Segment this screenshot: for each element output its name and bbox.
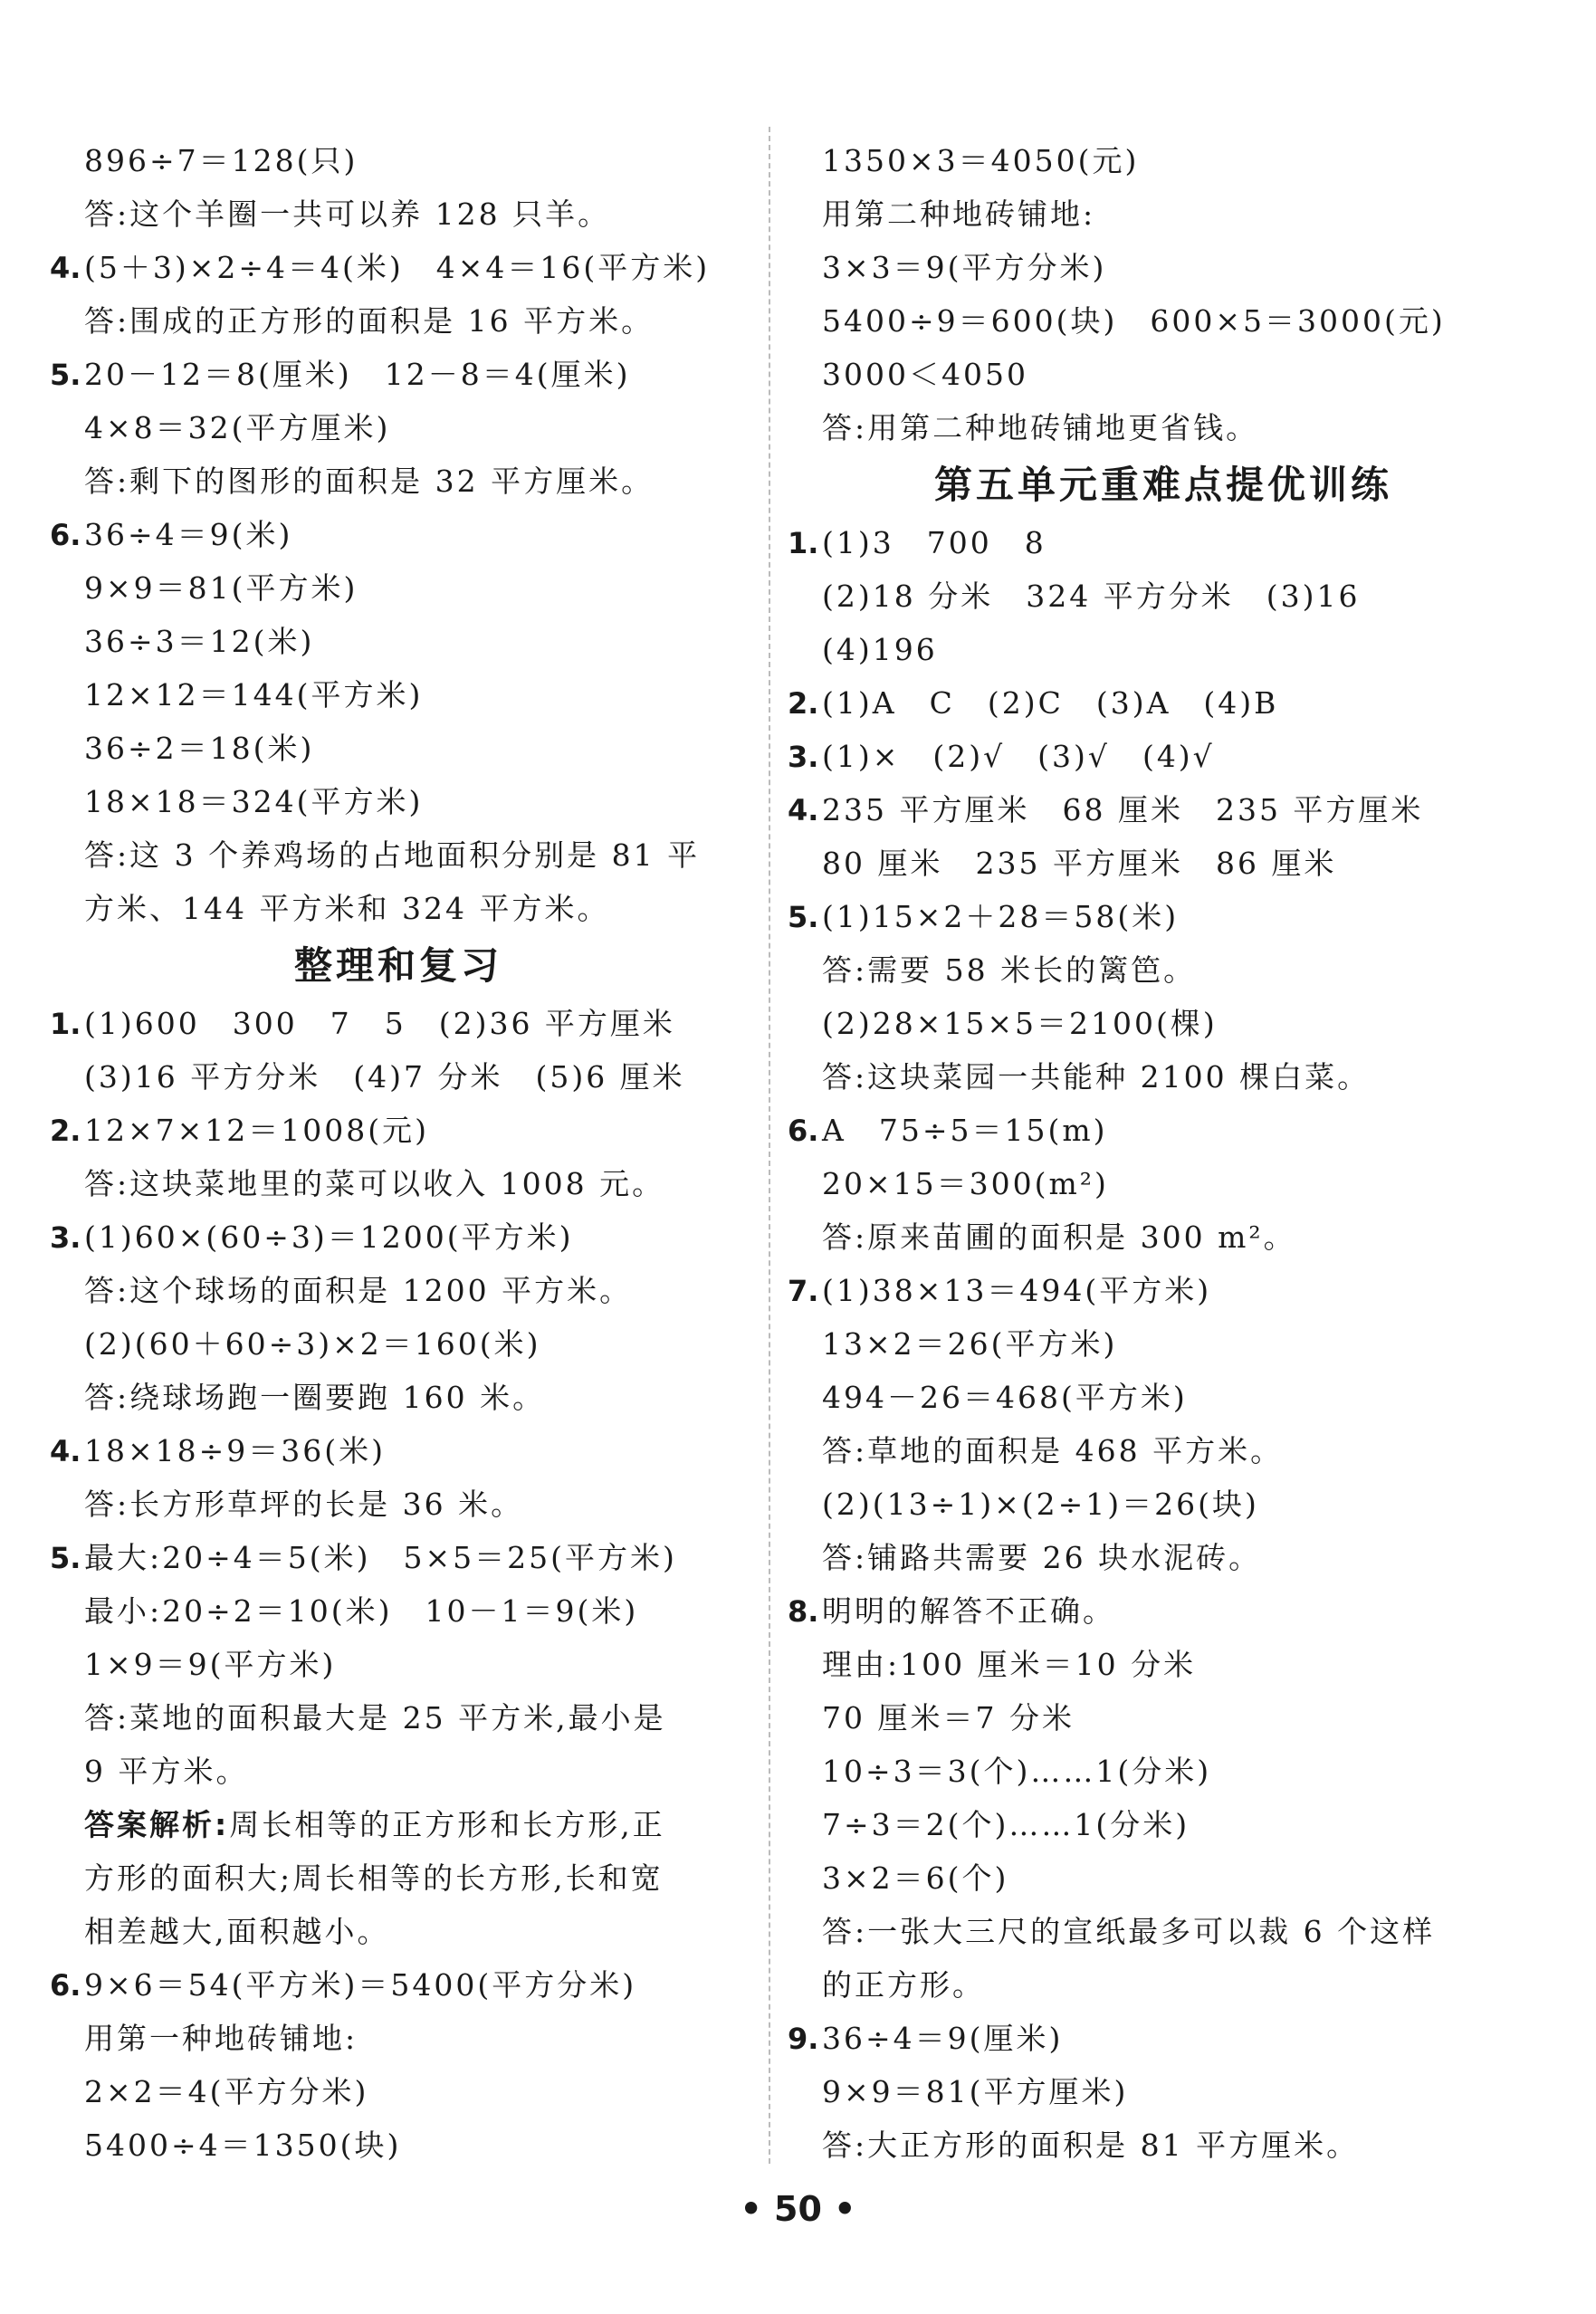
answer-text: (2)(13÷1)×(2÷1)＝26(块): [822, 1487, 1259, 1522]
answer-line: [50, 1104, 747, 1157]
answer-line: [788, 1157, 1539, 1210]
answer-text: 答:长方形草坪的长是 36 米。: [84, 1487, 524, 1522]
analysis-text: 相差越大,面积越小。: [84, 1914, 390, 1949]
answer-text: 13×2＝26(平方米): [822, 1326, 1118, 1362]
answer-text: (2)(60＋60÷3)×2＝160(米): [84, 1326, 541, 1362]
answer-line: [788, 623, 1539, 676]
answer-text: 答:这个球场的面积是 1200 平方米。: [84, 1273, 633, 1308]
answer-text: 7÷3＝2(个)……1(分米): [822, 1807, 1190, 1842]
answer-text: 20－12＝8(厘米) 12－8＝4(厘米): [84, 357, 631, 392]
answer-line: [50, 615, 747, 668]
answer-line: [50, 997, 747, 1050]
answer-line: [50, 1958, 747, 2012]
answer-line: [50, 401, 747, 454]
question-number: 2.: [50, 1114, 81, 1148]
answer-text: (1)× (2)√ (3)√ (4)√: [822, 739, 1215, 774]
left-answer-block-3: [50, 1958, 747, 2172]
question-number: 4.: [788, 793, 819, 827]
answer-text: 235 平方厘米 68 厘米 235 平方厘米: [822, 792, 1424, 827]
answer-text: 36÷4＝9(厘米): [822, 2021, 1064, 2056]
answer-text: 1×9＝9(平方米): [84, 1647, 337, 1682]
answer-text: 12×12＝144(平方米): [84, 677, 424, 712]
answer-text: (1)15×2＋28＝58(米): [822, 899, 1180, 934]
right-answer-block-2: [788, 516, 1539, 2172]
answer-text: 9×6＝54(平方米)＝5400(平方分米): [84, 1967, 637, 2003]
left-answer-block-2: [50, 997, 747, 1798]
answer-text: 18×18＝324(平方米): [84, 784, 424, 819]
answer-line: [50, 882, 747, 935]
question-number: 1.: [50, 1007, 81, 1041]
answer-text: 答:大正方形的面积是 81 平方厘米。: [822, 2128, 1360, 2163]
answer-line: [50, 1371, 747, 1424]
answer-text: 答:需要 58 米长的篱笆。: [822, 952, 1197, 988]
answer-line: [788, 569, 1539, 623]
answer-text: 答:菜地的面积最大是 25 平方米,最小是: [84, 1700, 666, 1736]
question-number: 8.: [788, 1594, 819, 1629]
answer-text: 答:这个羊圈一共可以养 128 只羊。: [84, 196, 611, 232]
question-number: 5.: [788, 900, 819, 934]
question-number: 3.: [50, 1220, 81, 1255]
answer-line: [788, 1638, 1539, 1691]
answer-text: (1)A C (2)C (3)A (4)B: [822, 685, 1279, 721]
answer-line: [50, 454, 747, 508]
answer-text: 方米、144 平方米和 324 平方米。: [84, 891, 610, 926]
answer-line: [50, 1691, 747, 1745]
answer-line: [788, 1958, 1539, 2012]
column-divider: [769, 127, 770, 2164]
answer-line: [788, 890, 1539, 943]
answer-line: [50, 775, 747, 828]
answer-line: [788, 1584, 1539, 1638]
answer-line: [50, 2118, 747, 2172]
answer-line: [788, 1264, 1539, 1317]
answer-line: [50, 722, 747, 775]
answer-text: 答:铺路共需要 26 块水泥砖。: [822, 1540, 1262, 1575]
answer-line: [50, 1531, 747, 1584]
answer-text: 9×9＝81(平方厘米): [822, 2074, 1129, 2109]
answer-text: 答:围成的正方形的面积是 16 平方米。: [84, 303, 655, 339]
analysis-text: 周长相等的正方形和长方形,正: [229, 1807, 665, 1842]
answer-line: [50, 1157, 747, 1210]
analysis-text: 方形的面积大;周长相等的长方形,长和宽: [84, 1860, 664, 1896]
answer-text: 理由:100 厘米＝10 分米: [822, 1647, 1197, 1682]
question-number: 4.: [50, 251, 81, 285]
answer-line: [788, 676, 1539, 730]
answer-text: 答:绕球场跑一圈要跑 160 米。: [84, 1380, 546, 1415]
answer-line: [788, 1691, 1539, 1745]
answer-line: [788, 241, 1539, 294]
answer-text: 9 平方米。: [84, 1754, 249, 1789]
answer-line: [50, 828, 747, 882]
answer-line: [788, 2065, 1539, 2118]
answer-text: (2)28×15×5＝2100(棵): [822, 1006, 1218, 1041]
answer-text: (1)3 700 8: [822, 525, 1046, 560]
question-number: 3.: [788, 740, 819, 774]
answer-line: [788, 1745, 1539, 1798]
answer-text: 答:这块菜园一共能种 2100 棵白菜。: [822, 1059, 1371, 1095]
answer-text: 用第二种地砖铺地:: [822, 196, 1096, 232]
question-number: 5.: [50, 1541, 81, 1575]
answer-text: 的正方形。: [822, 1967, 985, 2003]
answer-line: [788, 997, 1539, 1050]
left-answer-block-1: [50, 134, 747, 935]
answer-text: 3×3＝9(平方分米): [822, 250, 1107, 285]
answer-line: [50, 348, 747, 401]
answer-text: 答:原来苗圃的面积是 300 m²。: [822, 1219, 1296, 1255]
answer-line: [788, 1424, 1539, 1477]
answer-line: [788, 837, 1539, 890]
right-column: [788, 134, 1539, 2172]
answer-line: [50, 241, 747, 294]
answer-line: [788, 1798, 1539, 1851]
answer-line: [788, 348, 1539, 401]
answer-line: [50, 1210, 747, 1264]
question-number: 6.: [50, 518, 81, 552]
answer-text: 3000＜4050: [822, 357, 1028, 392]
answer-text: (1)60×(60÷3)＝1200(平方米): [84, 1219, 574, 1255]
answer-text: 70 厘米＝7 分米: [822, 1700, 1075, 1736]
question-number: 1.: [788, 526, 819, 560]
answer-text: 36÷4＝9(米): [84, 517, 293, 552]
left-column: [50, 134, 747, 2172]
answer-text: 494－26＝468(平方米): [822, 1380, 1188, 1415]
question-number: 6.: [788, 1114, 819, 1148]
answer-line: [50, 561, 747, 615]
answer-line: [50, 2012, 747, 2065]
answer-text: 3×2＝6(个): [822, 1860, 1009, 1896]
answer-line: [50, 1638, 747, 1691]
answer-line: [50, 668, 747, 722]
answer-line: [50, 1317, 747, 1371]
answer-text: 5400÷9＝600(块) 600×5＝3000(元): [822, 303, 1446, 339]
question-number: 4.: [50, 1434, 81, 1468]
answer-text: 答:一张大三尺的宣纸最多可以裁 6 个这样: [822, 1914, 1436, 1949]
answer-line: [788, 1210, 1539, 1264]
answer-line: [788, 1531, 1539, 1584]
answer-text: 9×9＝81(平方米): [84, 570, 358, 606]
question-number: 2.: [788, 686, 819, 721]
answer-line: [788, 1317, 1539, 1371]
answer-text: 20×15＝300(m²): [822, 1166, 1109, 1201]
answer-line: [50, 2065, 747, 2118]
answer-line: [788, 2012, 1539, 2065]
answer-line: [788, 134, 1539, 187]
answer-text: (1)38×13＝494(平方米): [822, 1273, 1212, 1308]
answer-line: [788, 516, 1539, 569]
answer-text: 答:用第二种地砖铺地更省钱。: [822, 410, 1259, 445]
answer-line: [788, 187, 1539, 241]
answer-text: 12×7×12＝1008(元): [84, 1113, 430, 1148]
answer-text: 2×2＝4(平方分米): [84, 2074, 369, 2109]
answer-line: [50, 1264, 747, 1317]
answer-text: 答:剩下的图形的面积是 32 平方厘米。: [84, 464, 655, 499]
answer-text: 1350×3＝4050(元): [822, 143, 1140, 178]
answer-text: 18×18÷9＝36(米): [84, 1433, 387, 1468]
question-number: 9.: [788, 2022, 819, 2056]
answer-text: 36÷2＝18(米): [84, 731, 315, 766]
answer-text: (4)196: [822, 632, 938, 667]
answer-text: 最小:20÷2＝10(米) 10－1＝9(米): [84, 1593, 639, 1629]
answer-line: [788, 730, 1539, 783]
answer-line: [788, 294, 1539, 348]
answer-line: [50, 1477, 747, 1531]
answer-analysis: [50, 1798, 747, 1851]
answer-line: [788, 2118, 1539, 2172]
right-answer-block-1: [788, 134, 1539, 454]
answer-line: [788, 1905, 1539, 1958]
answer-line: [50, 1050, 747, 1104]
answer-text: (1)600 300 7 5 (2)36 平方厘米: [84, 1006, 675, 1041]
answer-line: [50, 1584, 747, 1638]
question-number: 7.: [788, 1274, 819, 1308]
answer-text: 80 厘米 235 平方厘米 86 厘米: [822, 846, 1337, 881]
answer-line: [788, 1050, 1539, 1104]
answer-text: 答:这块菜地里的菜可以收入 1008 元。: [84, 1166, 665, 1201]
section-heading-unit5: 第五单元重难点提优训练: [933, 463, 1392, 507]
answer-line: [50, 1424, 747, 1477]
answer-text: 明明的解答不正确。: [822, 1593, 1115, 1629]
answer-text: 896÷7＝128(只): [84, 143, 358, 178]
answer-line: [788, 1104, 1539, 1157]
answer-text: (3)16 平方分米 (4)7 分米 (5)6 厘米: [84, 1059, 685, 1095]
answer-text: 最大:20÷4＝5(米) 5×5＝25(平方米): [84, 1540, 677, 1575]
answer-text: 10÷3＝3(个)……1(分米): [822, 1754, 1212, 1789]
answer-line: [50, 294, 747, 348]
answer-line: [788, 943, 1539, 997]
answer-text: (2)18 分米 324 平方分米 (3)16: [822, 578, 1361, 614]
answer-line: [788, 1477, 1539, 1531]
page-number: • 50 •: [740, 2189, 856, 2229]
answer-line: [50, 508, 747, 561]
answer-text: 答:草地的面积是 468 平方米。: [822, 1433, 1284, 1468]
answer-text: 5400÷4＝1350(块): [84, 2128, 402, 2163]
answer-line: [50, 187, 747, 241]
answer-text: (5＋3)×2÷4＝4(米) 4×4＝16(平方米): [84, 250, 711, 285]
answer-text: 4×8＝32(平方厘米): [84, 410, 391, 445]
answer-line: [50, 134, 747, 187]
question-number: 6.: [50, 1968, 81, 2003]
question-number: 5.: [50, 358, 81, 392]
answer-text: A 75÷5＝15(m): [822, 1113, 1108, 1148]
analysis-label: 答案解析:: [84, 1807, 230, 1842]
answer-line: [50, 1745, 747, 1798]
answer-text: 36÷3＝12(米): [84, 624, 315, 659]
answer-line: [788, 401, 1539, 454]
answer-line: [788, 783, 1539, 837]
answer-text: 用第一种地砖铺地:: [84, 2021, 358, 2056]
section-heading-review: 整理和复习: [293, 943, 502, 988]
answer-text: 答:这 3 个养鸡场的占地面积分别是 81 平: [84, 837, 701, 873]
answer-line: [788, 1851, 1539, 1905]
answer-line: [788, 1371, 1539, 1424]
